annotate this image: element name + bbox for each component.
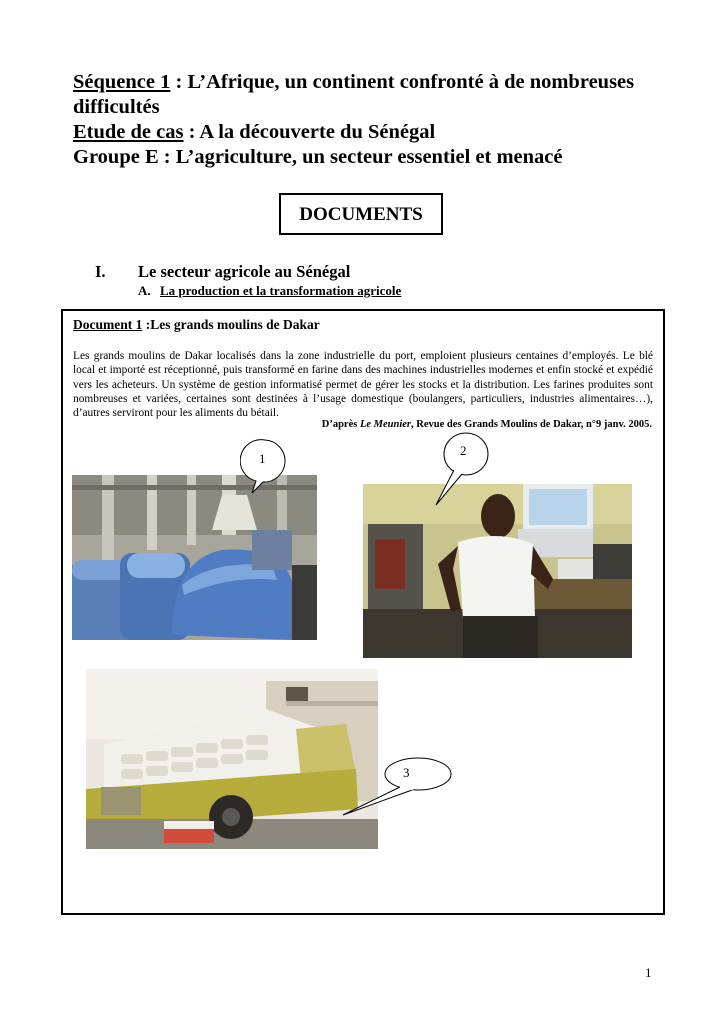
section-title: Le secteur agricole au Sénégal xyxy=(138,262,351,281)
callout-1 xyxy=(240,437,290,497)
document-title: :Les grands moulins de Dakar xyxy=(142,317,320,332)
document-label: Document 1 xyxy=(73,317,143,332)
subsection-heading xyxy=(138,283,401,299)
title-line-2 xyxy=(73,120,673,145)
title-line-1 xyxy=(73,70,673,120)
page-number: 1 xyxy=(645,965,652,980)
callout-3-label: 3 xyxy=(403,765,410,780)
subsection-letter: A. xyxy=(138,283,151,298)
photo-mill-machines xyxy=(72,475,317,640)
sequence-label: Séquence 1 xyxy=(73,71,171,93)
callout-2-label: 2 xyxy=(460,443,467,458)
callout-3 xyxy=(340,755,455,820)
sequence-text: : L’Afrique, un continent confronté à de nombreuses difficultés xyxy=(73,71,635,118)
document-text: Les grands moulins de Dakar localisés dans la zone industrielle du port, emploient plusieurs centaines d’employés. Le blé local et importé est réceptionné, puis transformé en farine dans des machines industrielles modernes et enfin stocké et expédié vers les acheteurs. Un système de gestion informatisé permet de gérer les stocks et la distribution. Les farines produites sont nombreuses et variées, certaines sont destinées à l’usage domestique (boulangers, particuliers, industries alimentaires…), d’autres serviront pour les aliments du bétail. xyxy=(73,350,653,420)
case-study-label: Etude de cas xyxy=(73,121,184,143)
case-study-text: : A la découverte du Sénégal xyxy=(183,121,436,143)
documents-heading: DOCUMENTS xyxy=(279,193,443,235)
section-number: I. xyxy=(95,262,106,281)
subsection-title: La production et la transformation agricole xyxy=(160,283,402,298)
callout-2 xyxy=(432,430,492,510)
photo-man-at-computer xyxy=(363,484,632,658)
page-title xyxy=(73,70,673,170)
callout-1-label: 1 xyxy=(259,451,266,466)
document-heading xyxy=(73,317,320,333)
photo-loaded-truck xyxy=(86,669,378,849)
document-source: D’après Le Meunier, Revue des Grands Moulins de Dakar, n°9 janv. 2005. xyxy=(321,419,652,430)
title-line-3: Groupe E : L’agriculture, un secteur essentiel et menacé xyxy=(73,146,563,168)
